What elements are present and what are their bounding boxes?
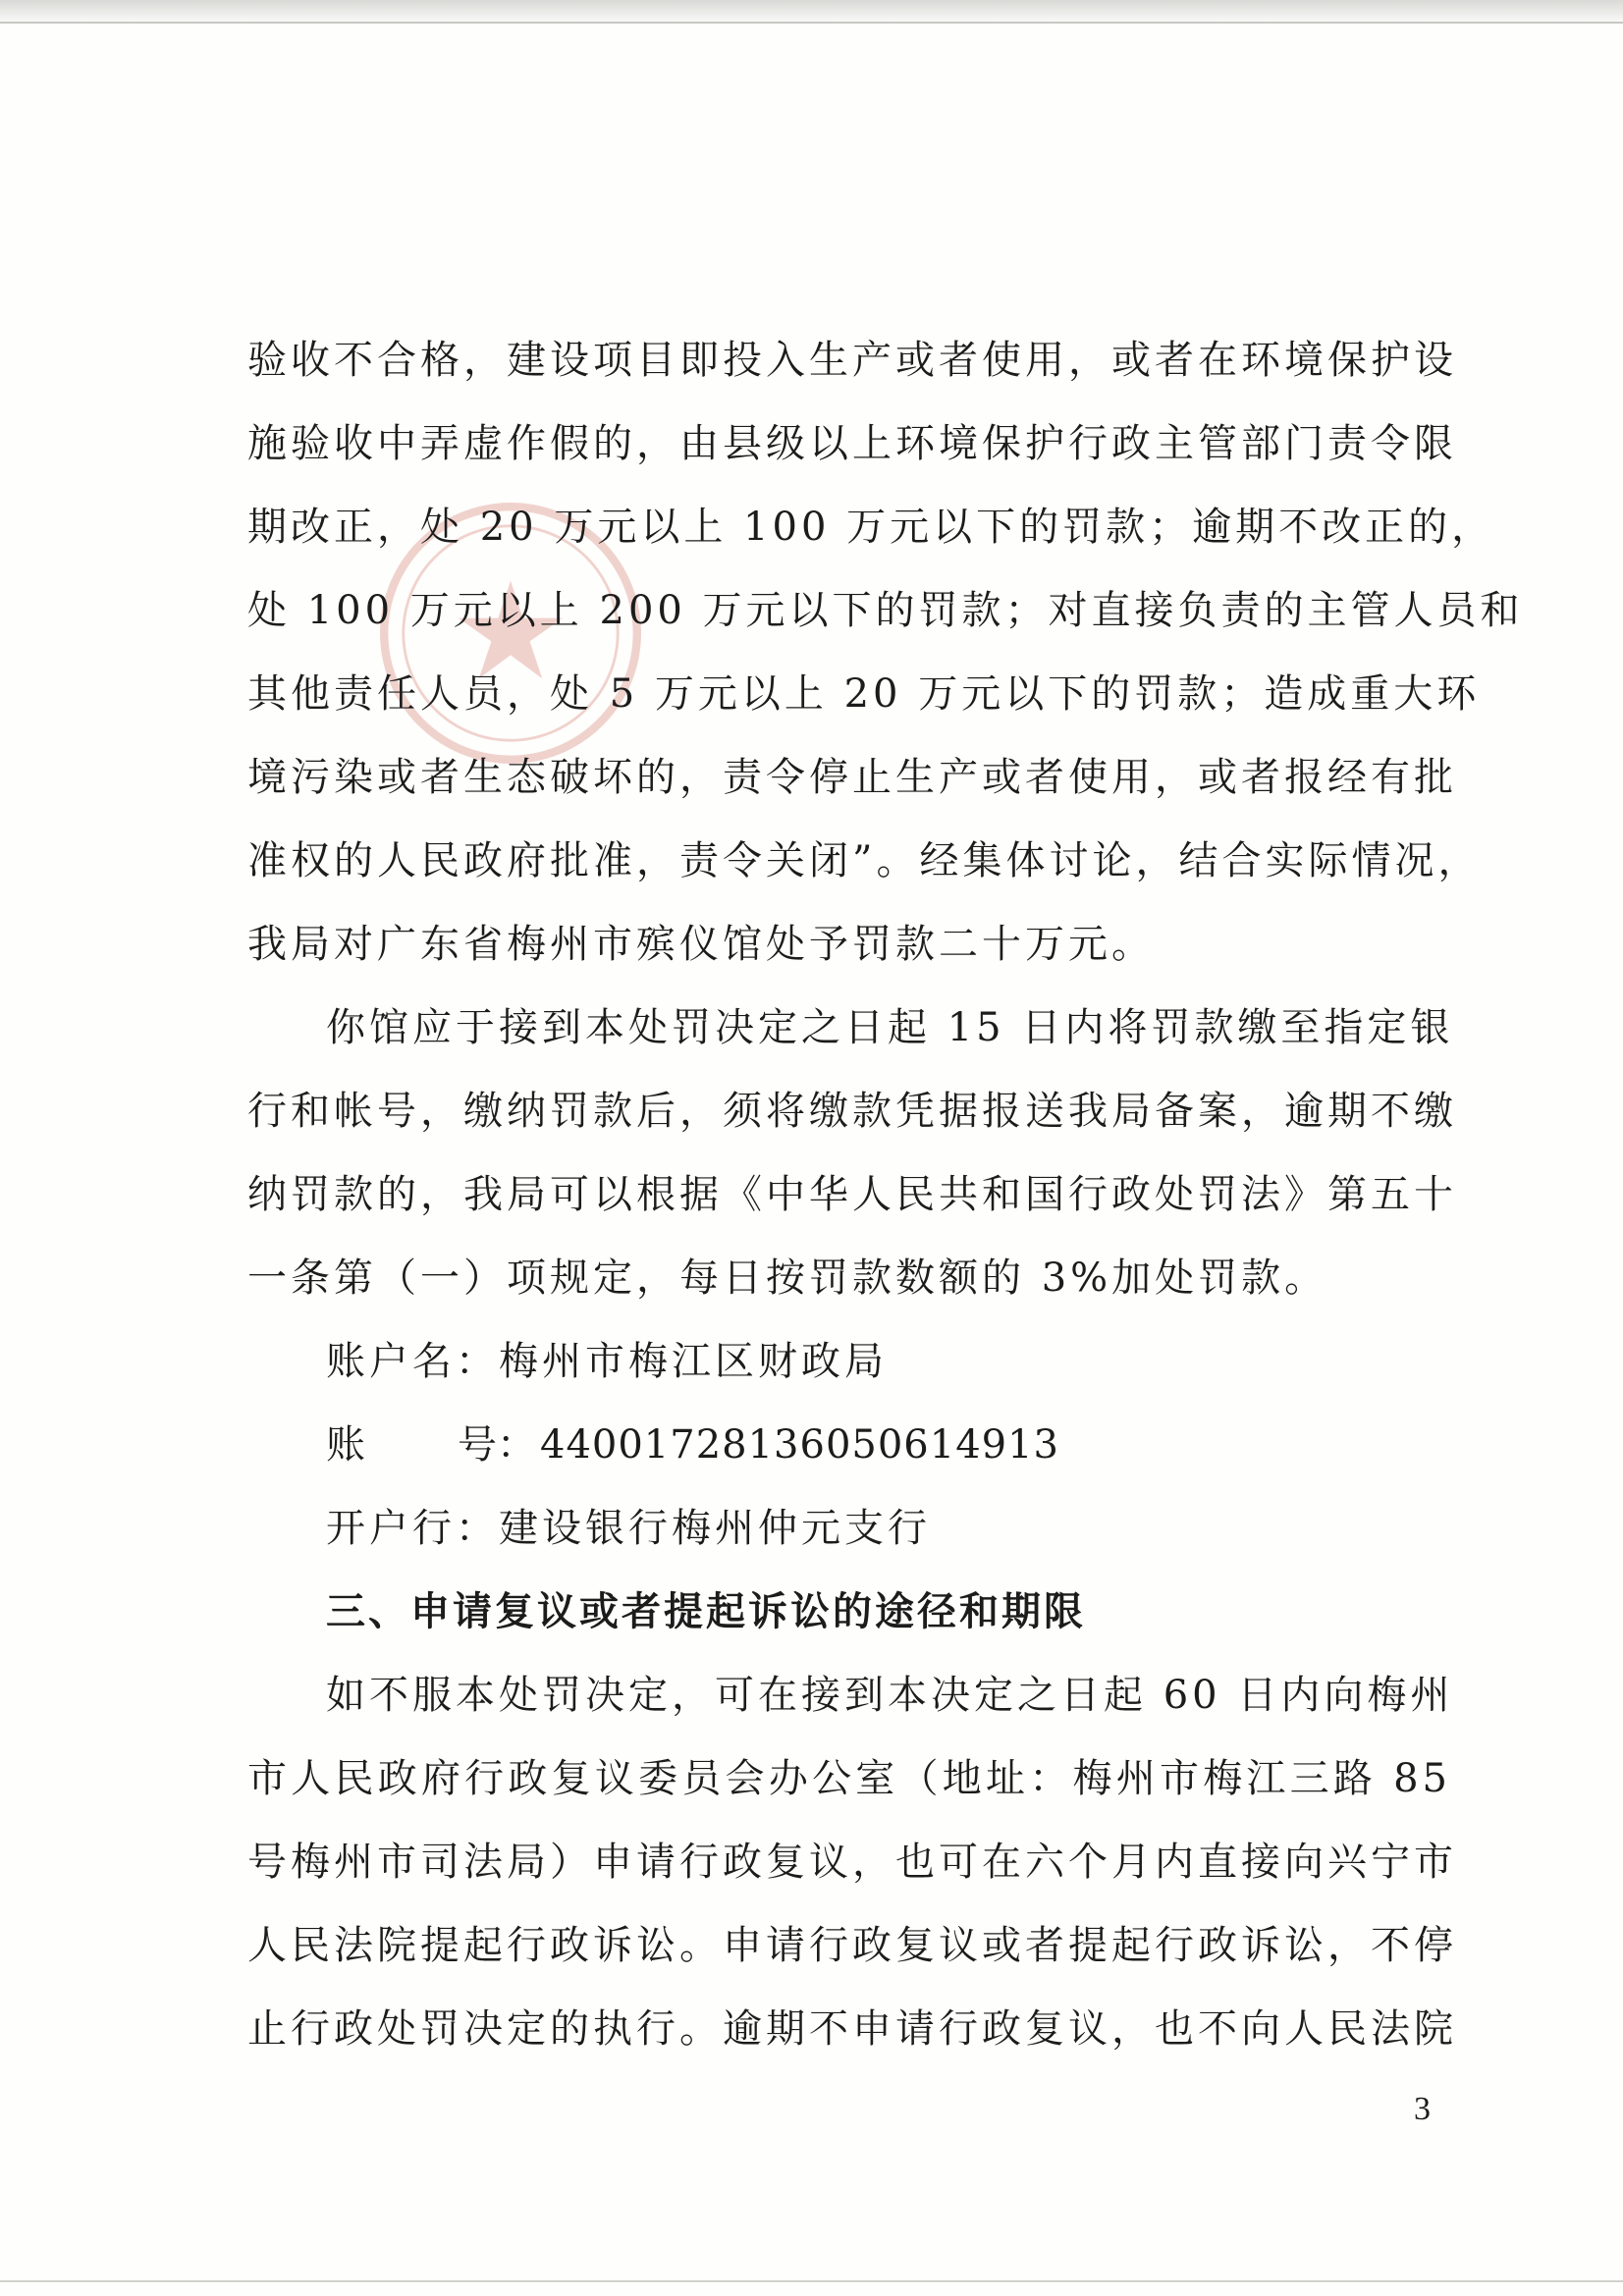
- paragraph-line: 我局对广东省梅州市殡仪馆处予罚款二十万元。: [247, 922, 1155, 967]
- account-name-label: 账户名：: [326, 1339, 499, 1384]
- bank-account-number-row: [247, 1404, 1451, 1487]
- paragraph-line: 止行政处罚决定的执行。逾期不申请行政复议，也不向人民法院: [247, 2006, 1457, 2052]
- paragraph-line: 验收不合格，建设项目即投入生产或者使用，或者在环境保护设: [247, 338, 1457, 383]
- bank-branch-row: [247, 1487, 1451, 1571]
- account-number-label: 账 号: [326, 1422, 497, 1468]
- paragraph-line: 准权的人民政府批准，责令关闭”。经集体讨论，结合实际情况，: [247, 838, 1482, 883]
- paragraph-line: 你馆应于接到本处罚决定之日起 15 日内将罚款缴至指定银: [326, 1005, 1454, 1050]
- account-number-value: 44001728136050614913: [540, 1422, 1059, 1468]
- paragraph-line: 期改正，处 20 万元以上 100 万元以下的罚款；逾期不改正的，: [247, 505, 1495, 550]
- bank-branch-label: 开户行：: [326, 1506, 499, 1551]
- paragraph-line: 号梅州市司法局）申请行政复议，也可在六个月内直接向兴宁市: [247, 1840, 1457, 1885]
- scan-line-top: [0, 22, 1623, 24]
- paragraph-line: 市人民政府行政复议委员会办公室（地址：梅州市梅江三路 85: [247, 1756, 1451, 1801]
- scan-line-bottom: [0, 2280, 1623, 2282]
- paragraph-line: 一条第（一）项规定，每日按罚款数额的 3%加处罚款。: [247, 1255, 1328, 1301]
- account-number-colon: ：: [497, 1422, 540, 1468]
- paragraph-line: 行和帐号，缴纳罚款后，须将缴款凭据报送我局备案，逾期不缴: [247, 1089, 1457, 1134]
- paragraph-line: 境污染或者生态破坏的，责令停止生产或者使用，或者报经有批: [247, 755, 1457, 800]
- bank-account-name-row: [247, 1320, 1451, 1404]
- paragraph-line: 其他责任人员，处 5 万元以上 20 万元以下的罚款；造成重大环: [247, 671, 1481, 717]
- paragraph-line: 处 100 万元以上 200 万元以下的罚款；对直接负责的主管人员和: [247, 588, 1524, 633]
- bank-branch-value: 建设银行梅州仲元支行: [499, 1506, 931, 1551]
- section-heading: 三、申请复议或者提起诉讼的途径和期限: [326, 1589, 1086, 1634]
- document-body: [247, 319, 1524, 2071]
- account-name-value: 梅州市梅江区财政局: [499, 1339, 888, 1384]
- paragraph-line: 施验收中弄虚作假的，由县级以上环境保护行政主管部门责令限: [247, 421, 1457, 466]
- paragraph-line: 如不服本处罚决定，可在接到本决定之日起 60 日内向梅州: [326, 1673, 1454, 1718]
- page-number: 3: [1414, 2091, 1431, 2127]
- paragraph-line: 人民法院提起行政诉讼。申请行政复议或者提起行政诉讼，不停: [247, 1923, 1457, 1968]
- paragraph-line: 纳罚款的，我局可以根据《中华人民共和国行政处罚法》第五十: [247, 1172, 1457, 1217]
